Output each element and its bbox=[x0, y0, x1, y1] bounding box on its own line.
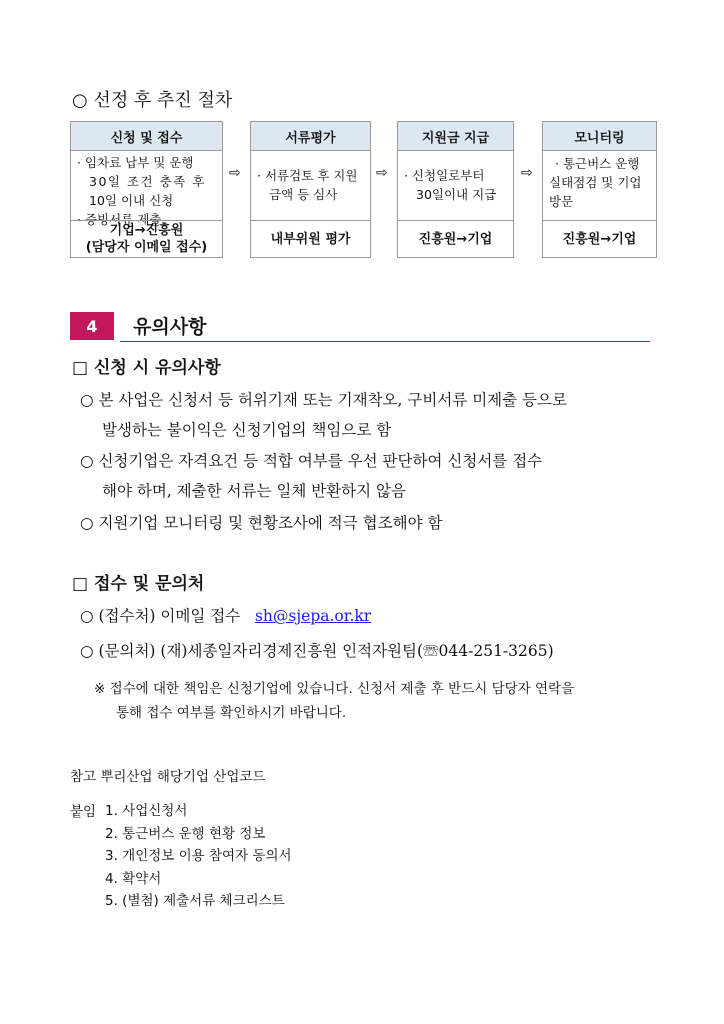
attachment-item: 4. 확약서 bbox=[105, 870, 162, 887]
receipt-label: ○ (접수처) 이메일 접수 bbox=[80, 607, 241, 625]
step-line: 10일 이내 신청 bbox=[89, 193, 174, 208]
email-link[interactable]: sh@sjepa.or.kr bbox=[254, 607, 372, 625]
note-item bbox=[80, 385, 670, 445]
section-heading: 유의사항 bbox=[133, 316, 207, 338]
note-item bbox=[80, 446, 670, 506]
process-step-review bbox=[250, 121, 371, 258]
attachment-item: 2. 통근버스 운행 현황 정보 bbox=[105, 825, 266, 842]
step-head: 모니터링 bbox=[543, 122, 656, 151]
attachment-item: 1. 사업신청서 bbox=[105, 803, 188, 819]
note-line: 발생하는 불이익은 신청기업의 책임으로 함 bbox=[102, 421, 392, 439]
arrow-right-icon: ⇨ bbox=[229, 165, 241, 181]
process-step-monitoring bbox=[542, 121, 657, 258]
step-body bbox=[543, 154, 656, 211]
step-foot: 진흥원→기업 bbox=[398, 220, 513, 257]
arrow-right-icon: ⇨ bbox=[521, 165, 533, 181]
note-line: ○ 지원기업 모니터링 및 현황조사에 적극 협조해야 함 bbox=[80, 514, 443, 532]
step-line: · 통근버스 운행 bbox=[555, 156, 640, 171]
step-head: 지원금 지급 bbox=[398, 122, 513, 151]
step-foot-line: (담당자 이메일 접수) bbox=[85, 240, 208, 255]
step-line: 실태점검 및 기업 bbox=[549, 175, 642, 190]
step-foot: 내부위원 평가 bbox=[251, 220, 370, 257]
contact-heading: □ 접수 및 문의처 bbox=[72, 574, 205, 594]
contact-receipt bbox=[80, 601, 371, 631]
step-line: · 신청일로부터 bbox=[404, 168, 485, 183]
reference-line: 참고 뿌리산업 해당기업 산업코드 bbox=[70, 769, 266, 785]
arrow-right-icon: ⇨ bbox=[376, 165, 388, 181]
notes-heading: □ 신청 시 유의사항 bbox=[72, 358, 221, 378]
step-line: · 서류검토 후 지원 bbox=[257, 168, 358, 183]
attachments-label: 붙임 bbox=[70, 804, 97, 820]
contact-note bbox=[94, 677, 574, 725]
step-line: · 증빙서류 제출 bbox=[77, 212, 162, 227]
attachment-item: 3. 개인정보 이용 참여자 동의서 bbox=[105, 848, 292, 864]
step-line: 30일이내 지급 bbox=[416, 187, 497, 202]
process-step-apply bbox=[70, 121, 223, 258]
attachments-list bbox=[105, 800, 292, 913]
note-line: 통해 접수 여부를 확인하시기 바랍니다. bbox=[116, 705, 347, 721]
step-body bbox=[398, 166, 513, 204]
step-line: 금액 등 심사 bbox=[269, 187, 338, 202]
step-body bbox=[251, 166, 370, 204]
step-foot-line: 기업→진흥원 bbox=[109, 223, 184, 238]
step-line: 30일 조건 충족 후 bbox=[89, 174, 206, 189]
section-underline bbox=[120, 341, 650, 342]
section-title: ○ 선정 후 추진 절차 bbox=[72, 90, 233, 111]
step-foot: 진흥원→기업 bbox=[543, 220, 656, 257]
step-line: 방문 bbox=[549, 194, 574, 209]
contact-inquiry: ○ (문의처) (재)세종일자리경제진흥원 인적자원팀(☏044-251-3265) bbox=[80, 642, 554, 660]
section-number-badge: 4 bbox=[70, 312, 114, 340]
step-foot bbox=[71, 220, 222, 257]
note-line: 해야 하며, 제출한 서류는 일체 반환하지 않음 bbox=[102, 482, 407, 500]
attachment-item: 5. (별첨) 제출서류 체크리스트 bbox=[105, 893, 285, 909]
note-line: ○ 본 사업은 신청서 등 허위기재 또는 기재착오, 구비서류 미제출 등으로 bbox=[80, 391, 567, 409]
step-head: 서류평가 bbox=[251, 122, 370, 151]
step-body bbox=[71, 153, 222, 229]
note-line: ○ 신청기업은 자격요건 등 적합 여부를 우선 판단하여 신청서를 접수 bbox=[80, 452, 543, 470]
note-item bbox=[80, 508, 442, 538]
note-line: ※ 접수에 대한 책임은 신청기업에 있습니다. 신청서 제출 후 반드시 담당자 연락을 bbox=[94, 681, 575, 697]
process-step-payment bbox=[397, 121, 514, 258]
step-line: · 임차료 납부 및 운행 bbox=[77, 155, 194, 170]
step-head: 신청 및 접수 bbox=[71, 122, 222, 151]
